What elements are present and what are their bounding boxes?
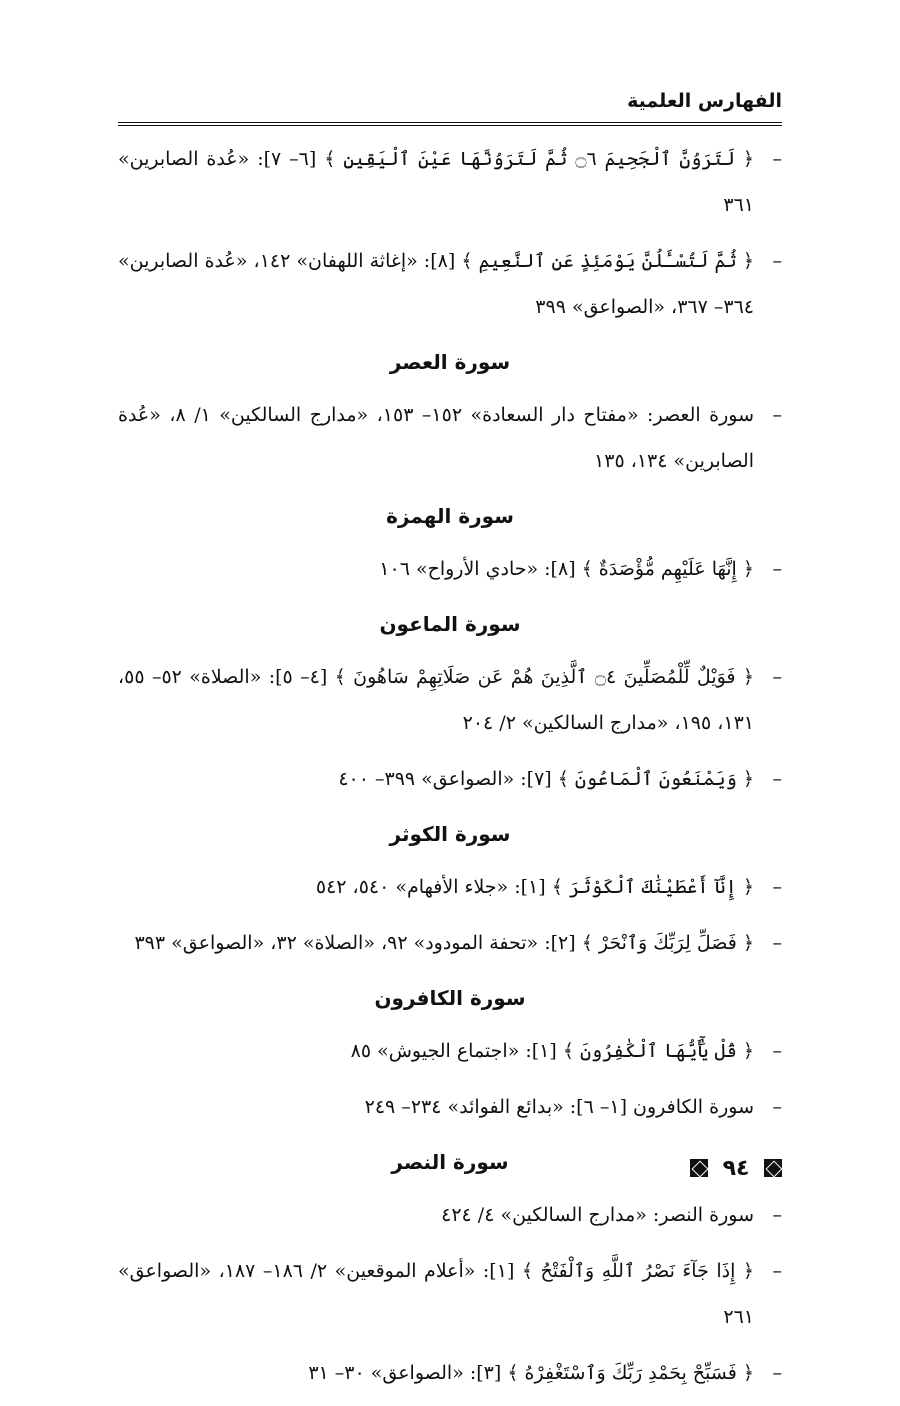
sura-title: سورة الكافرون — [374, 986, 526, 1010]
sura-title: سورة الماعون — [379, 612, 521, 636]
index-entry — [118, 864, 782, 910]
index-entry — [118, 756, 782, 802]
entry-text: ﴿ ثُمَّ لَتُسْـَٔلُنَّ يَوْمَئِذٍ عَنِ ٱلنَّعِيمِ ﴾ [٨]: «إغاثة اللهفان» ١٤٢، «عُدة الصابرين» ٣٦٤– ٣٦٧، «الصواعق» ٣٩٩ — [118, 250, 754, 318]
entry-text: ﴿ إِنَّآ أَعْطَيْنَٰكَ ٱلْكَوْثَرَ ﴾ [١]: «جلاء الأفهام» ٥٤٠، ٥٤٢ — [315, 876, 754, 898]
index-entry — [118, 546, 782, 592]
bullet-dash: – — [772, 876, 782, 898]
entry-text: ﴿ فَصَلِّ لِرَبِّكَ وَٱنْحَرْ ﴾ [٢]: «تحفة المودود» ٩٢، «الصلاة» ٣٢، «الصواعق» ٣٩٣ — [134, 932, 754, 954]
sura-title: سورة النصر — [391, 1150, 509, 1174]
sura-title: سورة الكوثر — [389, 822, 511, 846]
entry-text: سورة العصر: «مفتاح دار السعادة» ١٥٢– ١٥٣، «مدارج السالكين» ١/ ٨، «عُدة الصابرين» ١٣٤، ١٣٥ — [118, 404, 754, 472]
bullet-dash: – — [772, 1260, 782, 1282]
entry-text: ﴿ وَيَمْنَعُونَ ٱلْمَاعُونَ ﴾ [٧]: «الصواعق» ٣٩٩– ٤٠٠ — [338, 768, 754, 790]
sura-title: سورة الهمزة — [386, 504, 514, 528]
ornament-icon — [764, 1159, 782, 1177]
entry-text: ﴿ قُلْ يَٰٓأَيُّهَا ٱلْكَٰفِرُونَ ﴾ [١]: «اجتماع الجيوش» ٨٥ — [350, 1040, 754, 1062]
bullet-dash: – — [772, 1040, 782, 1062]
bullet-dash: – — [772, 666, 782, 688]
index-entry — [118, 654, 782, 746]
bullet-dash: – — [772, 1362, 782, 1384]
entry-text: ﴿ إِذَا جَآءَ نَصْرُ ٱللَّهِ وَٱلْفَتْحُ ﴾ [١]: «أعلام الموقعين» ٢/ ١٨٦– ١٨٧، «الصواعق» ٢٦١ — [118, 1260, 754, 1328]
index-entry — [118, 392, 782, 484]
bullet-dash: – — [772, 1204, 782, 1226]
bullet-dash: – — [772, 1096, 782, 1118]
index-entry — [118, 1084, 782, 1130]
ornament-icon — [690, 1159, 708, 1177]
index-entry — [118, 136, 782, 228]
bullet-dash: – — [772, 250, 782, 272]
entry-text: سورة الكافرون [١– ٦]: «بدائع الفوائد» ٢٣٤– ٢٤٩ — [364, 1096, 754, 1118]
index-entry — [118, 920, 782, 966]
entry-text: ﴿ فَوَيْلٌ لِّلْمُصَلِّينَ ۝٤ ٱلَّذِينَ هُمْ عَن صَلَاتِهِمْ سَاهُونَ ﴾ [٤– ٥]: «الصلاة» ٥٢– ٥٥، ١٣١، ١٩٥، «مدارج السالكين» ٢/ ٢٠٤ — [118, 666, 755, 734]
page-number: ٩٤ — [722, 1155, 750, 1181]
bullet-dash: – — [772, 932, 782, 954]
entry-text: ﴿ إِنَّهَا عَلَيْهِم مُّؤْصَدَةٌ ﴾ [٨]: «حادي الأرواح» ١٠٦ — [379, 558, 754, 580]
header-title: الفهارس العلمية — [627, 90, 782, 112]
sura-title: سورة العصر — [389, 350, 511, 374]
index-entry — [118, 1350, 782, 1396]
bullet-dash: – — [772, 148, 782, 170]
index-entry — [118, 238, 782, 330]
entry-text: ﴿ لَتَرَوُنَّ ٱلْجَحِيمَ ۝٦ ثُمَّ لَتَرَوُنَّهَا عَيْنَ ٱلْيَقِينِ ﴾ [٦– ٧]: «عُدة الصابرين» ٣٦١ — [118, 148, 754, 216]
index-entry — [118, 1192, 782, 1238]
index-entry — [118, 1248, 782, 1340]
page-footer — [690, 1150, 782, 1186]
index-entry — [118, 1028, 782, 1074]
bullet-dash: – — [772, 404, 782, 426]
entry-text: ﴿ فَسَبِّحْ بِحَمْدِ رَبِّكَ وَٱسْتَغْفِرْهُ ﴾ [٣]: «الصواعق» ٣٠– ٣١ — [308, 1362, 754, 1384]
index-content — [118, 136, 782, 1406]
bullet-dash: – — [772, 558, 782, 580]
entry-text: سورة النصر: «مدارج السالكين» ٤/ ٤٢٤ — [441, 1204, 754, 1226]
bullet-dash: – — [772, 768, 782, 790]
running-header — [118, 88, 782, 126]
